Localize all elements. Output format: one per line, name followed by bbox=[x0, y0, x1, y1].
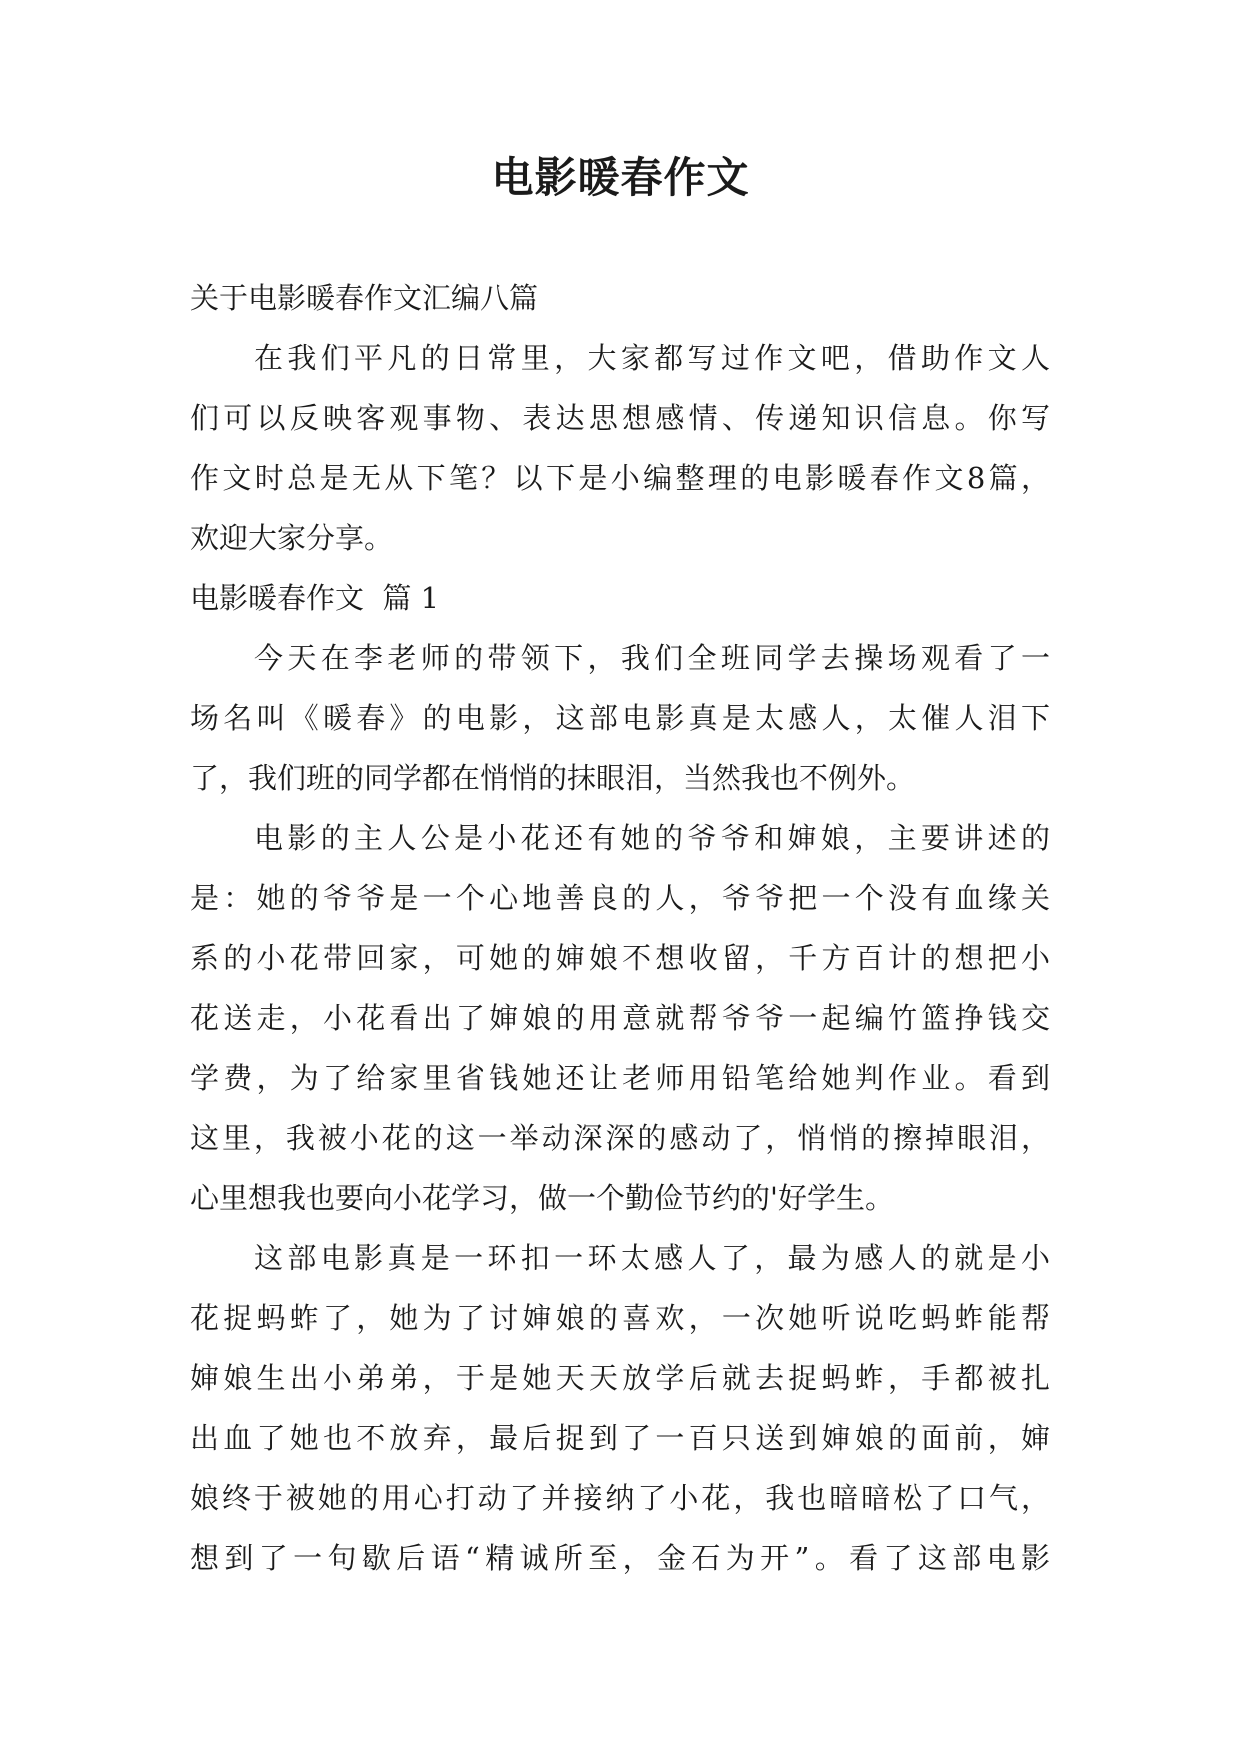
text-line: 作文时总是无从下笔？以下是小编整理的电影暖春作文8篇， bbox=[190, 461, 1050, 495]
intro-paragraph bbox=[190, 328, 1050, 568]
text-line: 场名叫《暖春》的电影，这部电影真是太感人，太催人泪下 bbox=[190, 701, 1050, 735]
document-subtitle: 关于电影暖春作文汇编八篇 bbox=[190, 281, 539, 315]
text-line: 这里，我被小花的这一举动深深的感动了，悄悄的擦掉眼泪， bbox=[190, 1121, 1050, 1155]
paragraph-2 bbox=[190, 808, 1050, 1228]
text-line: 是：她的爷爷是一个心地善良的人，爷爷把一个没有血缘关 bbox=[190, 881, 1050, 915]
text-line: 在我们平凡的日常里，大家都写过作文吧，借助作文人 bbox=[254, 341, 1050, 375]
text-line: 系的小花带回家，可她的婶娘不想收留，千方百计的想把小 bbox=[190, 941, 1050, 975]
text-line: 这部电影真是一环扣一环太感人了，最为感人的就是小 bbox=[254, 1241, 1050, 1275]
text-line: 欢迎大家分享。 bbox=[190, 521, 394, 555]
text-line: 婶娘生出小弟弟，于是她天天放学后就去捉蚂蚱，手都被扎 bbox=[190, 1361, 1050, 1395]
text-line: 花送走，小花看出了婶娘的用意就帮爷爷一起编竹篮挣钱交 bbox=[190, 1001, 1050, 1035]
text-line: 电影的主人公是小花还有她的爷爷和婶娘，主要讲述的 bbox=[254, 821, 1050, 855]
paragraph-3 bbox=[190, 1228, 1050, 1588]
document-title: 电影暖春作文 bbox=[491, 153, 750, 202]
text-line: 今天在李老师的带领下，我们全班同学去操场观看了一 bbox=[254, 641, 1050, 675]
text-line: 了，我们班的同学都在悄悄的抹眼泪，当然我也不例外。 bbox=[190, 761, 916, 795]
section-heading: 电影暖春作文 篇 1 bbox=[190, 581, 440, 615]
document-body bbox=[190, 268, 1050, 1588]
text-line: 出血了她也不放弃，最后捉到了一百只送到婶娘的面前，婶 bbox=[190, 1421, 1050, 1455]
text-line: 心里想我也要向小花学习，做一个勤俭节约的'好学生。 bbox=[190, 1181, 894, 1215]
text-line: 想到了一句歇后语“精诚所至，金石为开”。看了这部电影 bbox=[190, 1541, 1050, 1575]
text-line: 花捉蚂蚱了，她为了讨婶娘的喜欢，一次她听说吃蚂蚱能帮 bbox=[190, 1301, 1050, 1335]
text-line: 学费，为了给家里省钱她还让老师用铅笔给她判作业。看到 bbox=[190, 1061, 1050, 1095]
paragraph-1 bbox=[190, 628, 1050, 808]
text-line: 们可以反映客观事物、表达思想感情、传递知识信息。你写 bbox=[190, 401, 1050, 435]
text-line: 娘终于被她的用心打动了并接纳了小花，我也暗暗松了口气， bbox=[190, 1481, 1050, 1515]
